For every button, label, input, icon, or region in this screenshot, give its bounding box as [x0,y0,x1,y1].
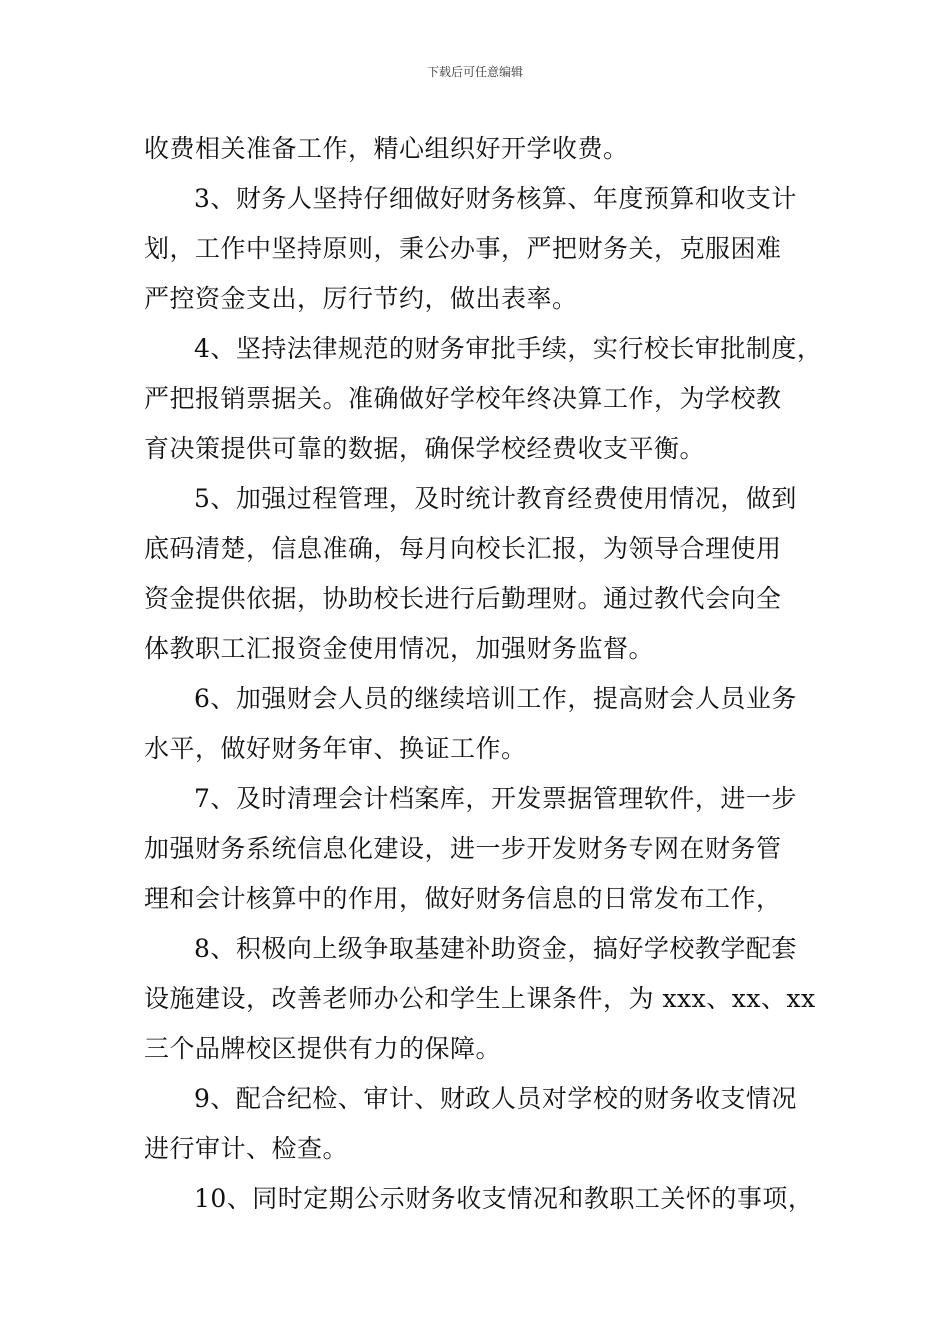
text-line: 体教职工汇报资金使用情况，加强财务监督。 [144,634,655,663]
text-line: 资金提供依据，协助校长进行后勤理财。通过教代会向全 [144,584,782,613]
text-line: 三个品牌校区提供有力的保障。 [144,1034,502,1063]
text-line: 收费相关准备工作，精心组织好开学收费。 [144,134,629,163]
text-line: 进行审计、检查。 [144,1134,349,1163]
text-line: 5、加强过程管理，及时统计教育经费使用情况，做到 [194,484,797,513]
text-line: 10、同时定期公示财务收支情况和教职工关怀的事项， [194,1184,814,1213]
text-line: 底码清楚，信息准确，每月向校长汇报，为领导合理使用 [144,534,782,563]
text-line: 3、财务人坚持仔细做好财务核算、年度预算和收支计 [194,184,797,213]
text-line: 9、配合纪检、审计、财政人员对学校的财务收支情况 [194,1084,797,1113]
text-line: 育决策提供可靠的数据，确保学校经费收支平衡。 [144,434,706,463]
document-body [144,124,823,1224]
text-line: 加强财务系统信息化建设，进一步开发财务专网在财务管 [144,834,782,863]
text-line: 6、加强财会人员的继续培训工作，提高财会人员业务 [194,684,797,713]
text-line: 设施建设，改善老师办公和学生上课条件，为 xxx、xx、xx [144,984,816,1013]
text-line: 4、坚持法律规范的财务审批手续，实行校长审批制度， [194,334,823,363]
page-header-note: 下载后可任意编辑 [426,65,523,79]
text-line: 水平，做好财务年审、换证工作。 [144,734,527,763]
text-line: 理和会计核算中的作用，做好财务信息的日常发布工作， [144,884,782,913]
text-line: 严把报销票据关。准确做好学校年终决算工作，为学校教 [144,384,782,413]
text-line: 8、积极向上级争取基建补助资金，搞好学校教学配套 [194,934,797,963]
text-line: 严控资金支出，厉行节约，做出表率。 [144,284,578,313]
text-line: 划，工作中坚持原则，秉公办事，严把财务关，克服困难 [144,234,782,263]
text-line: 7、及时清理会计档案库，开发票据管理软件，进一步 [194,784,797,813]
